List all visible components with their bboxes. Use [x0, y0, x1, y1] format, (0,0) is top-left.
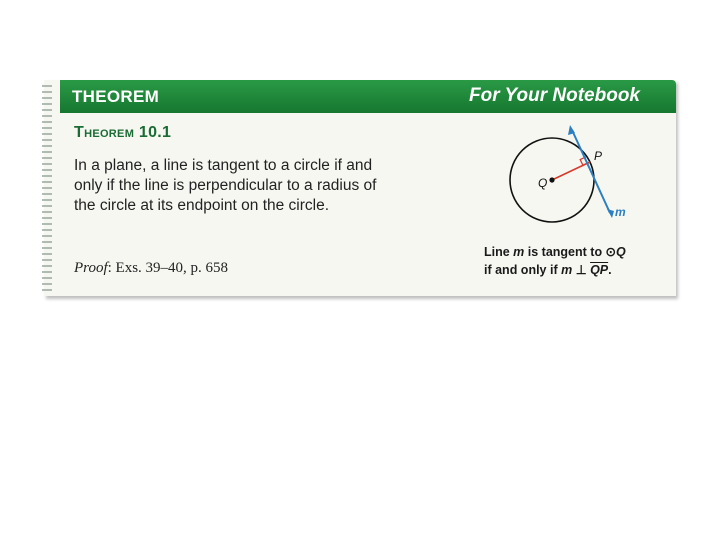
tangent-diagram	[500, 116, 670, 244]
segment-qp: $\overline{QP}$	[590, 263, 609, 277]
proof-label: Proof	[74, 260, 108, 276]
center-point	[549, 177, 554, 182]
notebook-label: For Your Notebook	[469, 85, 640, 106]
circle-symbol: ⊙	[605, 245, 617, 259]
theorem-label: THEOREM	[72, 87, 160, 106]
label-p: P	[594, 149, 603, 163]
tangent-line-m	[572, 130, 610, 213]
theorem-header	[60, 80, 676, 113]
radius-qp	[552, 162, 590, 180]
theorem-card	[44, 80, 676, 296]
theorem-statement	[74, 156, 464, 216]
spiral-binding	[40, 80, 54, 296]
statement-line: the circle at its endpoint on the circle.	[74, 197, 330, 214]
statement-line: only if the line is perpendicular to a radius of	[74, 177, 377, 194]
proof-reference	[74, 260, 228, 277]
caption-line-1: Line m is tangent to ⊙Q	[484, 245, 626, 259]
label-q: Q	[538, 176, 548, 190]
arrow-head-bottom	[607, 209, 614, 218]
proof-text: : Exs. 39–40, p. 658	[107, 260, 229, 276]
statement-line: In a plane, a line is tangent to a circle if and	[74, 157, 373, 174]
caption-line-2: if and only if m ⊥ $\overline{QP}$.	[484, 263, 612, 277]
label-m: m	[615, 205, 626, 219]
theorem-title: Theorem 10.1	[74, 124, 172, 141]
diagram-caption	[484, 243, 664, 279]
